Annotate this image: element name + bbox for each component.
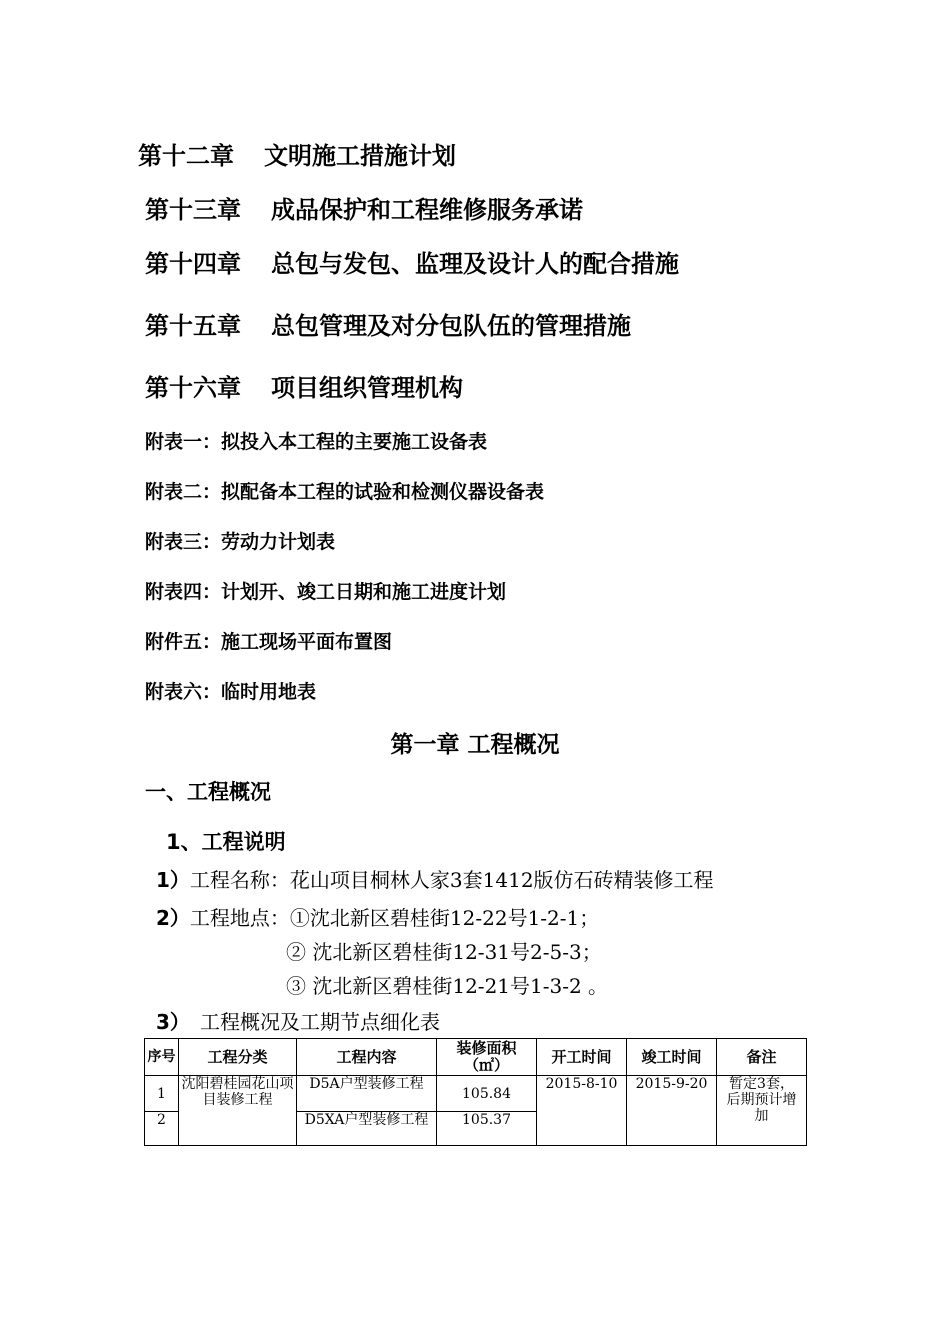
cell-no: 2	[145, 1112, 179, 1146]
header-content: 工程内容	[297, 1039, 437, 1076]
project-name-line	[156, 864, 714, 893]
cell-end: 2015-9-20	[627, 1076, 717, 1146]
toc-appendix-4: 附表四：计划开、竣工日期和施工进度计划	[145, 581, 507, 603]
cell-category: 沈阳碧桂园花山项目装修工程	[179, 1076, 297, 1146]
project-location-2: ② 沈北新区碧桂街12-31号2-5-3；	[286, 940, 602, 964]
chapter-number: 第十二章	[138, 142, 234, 170]
toc-appendix-2: 附表二：拟配备本工程的试验和检测仪器设备表	[145, 481, 545, 503]
header-remark: 备注	[717, 1039, 807, 1076]
schedule-table	[144, 1038, 807, 1146]
cell-area: 105.84	[437, 1076, 537, 1112]
chapter-title: 总包管理及对分包队伍的管理措施	[271, 312, 631, 340]
list-marker: 1）	[156, 868, 190, 892]
chapter-number: 第十六章	[145, 374, 241, 402]
header-end: 竣工时间	[627, 1039, 717, 1076]
list-marker: 2）	[156, 906, 190, 930]
list-marker: 3）	[156, 1010, 190, 1034]
subsection-heading: 1、工程说明	[166, 830, 286, 854]
chapter-heading: 第一章 工程概况	[390, 732, 560, 758]
table-header-row	[145, 1039, 807, 1076]
project-location-1: 工程地点：①沈北新区碧桂街12-22号1-2-1；	[189, 906, 600, 930]
cell-remark: 暂定3套，后期预计增加	[717, 1076, 807, 1146]
chapter-title: 文明施工措施计划	[264, 142, 456, 170]
toc-chapter-15	[145, 306, 631, 341]
header-area: 装修面积（㎡）	[437, 1039, 537, 1076]
chapter-number: 第十三章	[145, 196, 241, 224]
cell-content: D5A户型装修工程	[297, 1076, 437, 1112]
header-no: 序号	[145, 1039, 179, 1076]
toc-appendix-5: 附件五：施工现场平面布置图	[145, 631, 393, 653]
toc-chapter-16	[145, 368, 463, 403]
chapter-title: 总包与发包、监理及设计人的配合措施	[271, 250, 679, 278]
project-name: 工程名称：花山项目桐林人家3套1412版仿石砖精装修工程	[189, 868, 714, 892]
table-caption-line	[156, 1006, 440, 1035]
toc-appendix-3: 附表三：劳动力计划表	[145, 531, 336, 553]
toc-chapter-14	[145, 244, 679, 279]
table-caption: 工程概况及工期节点细化表	[200, 1010, 440, 1034]
chapter-number: 第十四章	[145, 250, 241, 278]
cell-no: 1	[145, 1076, 179, 1112]
project-location-line	[156, 902, 599, 931]
cell-start: 2015-8-10	[537, 1076, 627, 1146]
project-location-3: ③ 沈北新区碧桂街12-21号1-3-2 。	[286, 974, 609, 998]
toc-appendix-6: 附表六：临时用地表	[145, 681, 317, 703]
section-heading: 一、工程概况	[145, 780, 271, 804]
cell-area: 105.37	[437, 1112, 537, 1146]
chapter-title: 项目组织管理机构	[271, 374, 463, 402]
toc-appendix-1: 附表一：拟投入本工程的主要施工设备表	[145, 431, 488, 453]
toc-chapter-12	[138, 136, 456, 171]
toc-chapter-13	[145, 190, 583, 225]
cell-content: D5XA户型装修工程	[297, 1112, 437, 1146]
header-category: 工程分类	[179, 1039, 297, 1076]
chapter-title: 成品保护和工程维修服务承诺	[271, 196, 583, 224]
table-row	[145, 1076, 807, 1112]
header-start: 开工时间	[537, 1039, 627, 1076]
chapter-number: 第十五章	[145, 312, 241, 340]
